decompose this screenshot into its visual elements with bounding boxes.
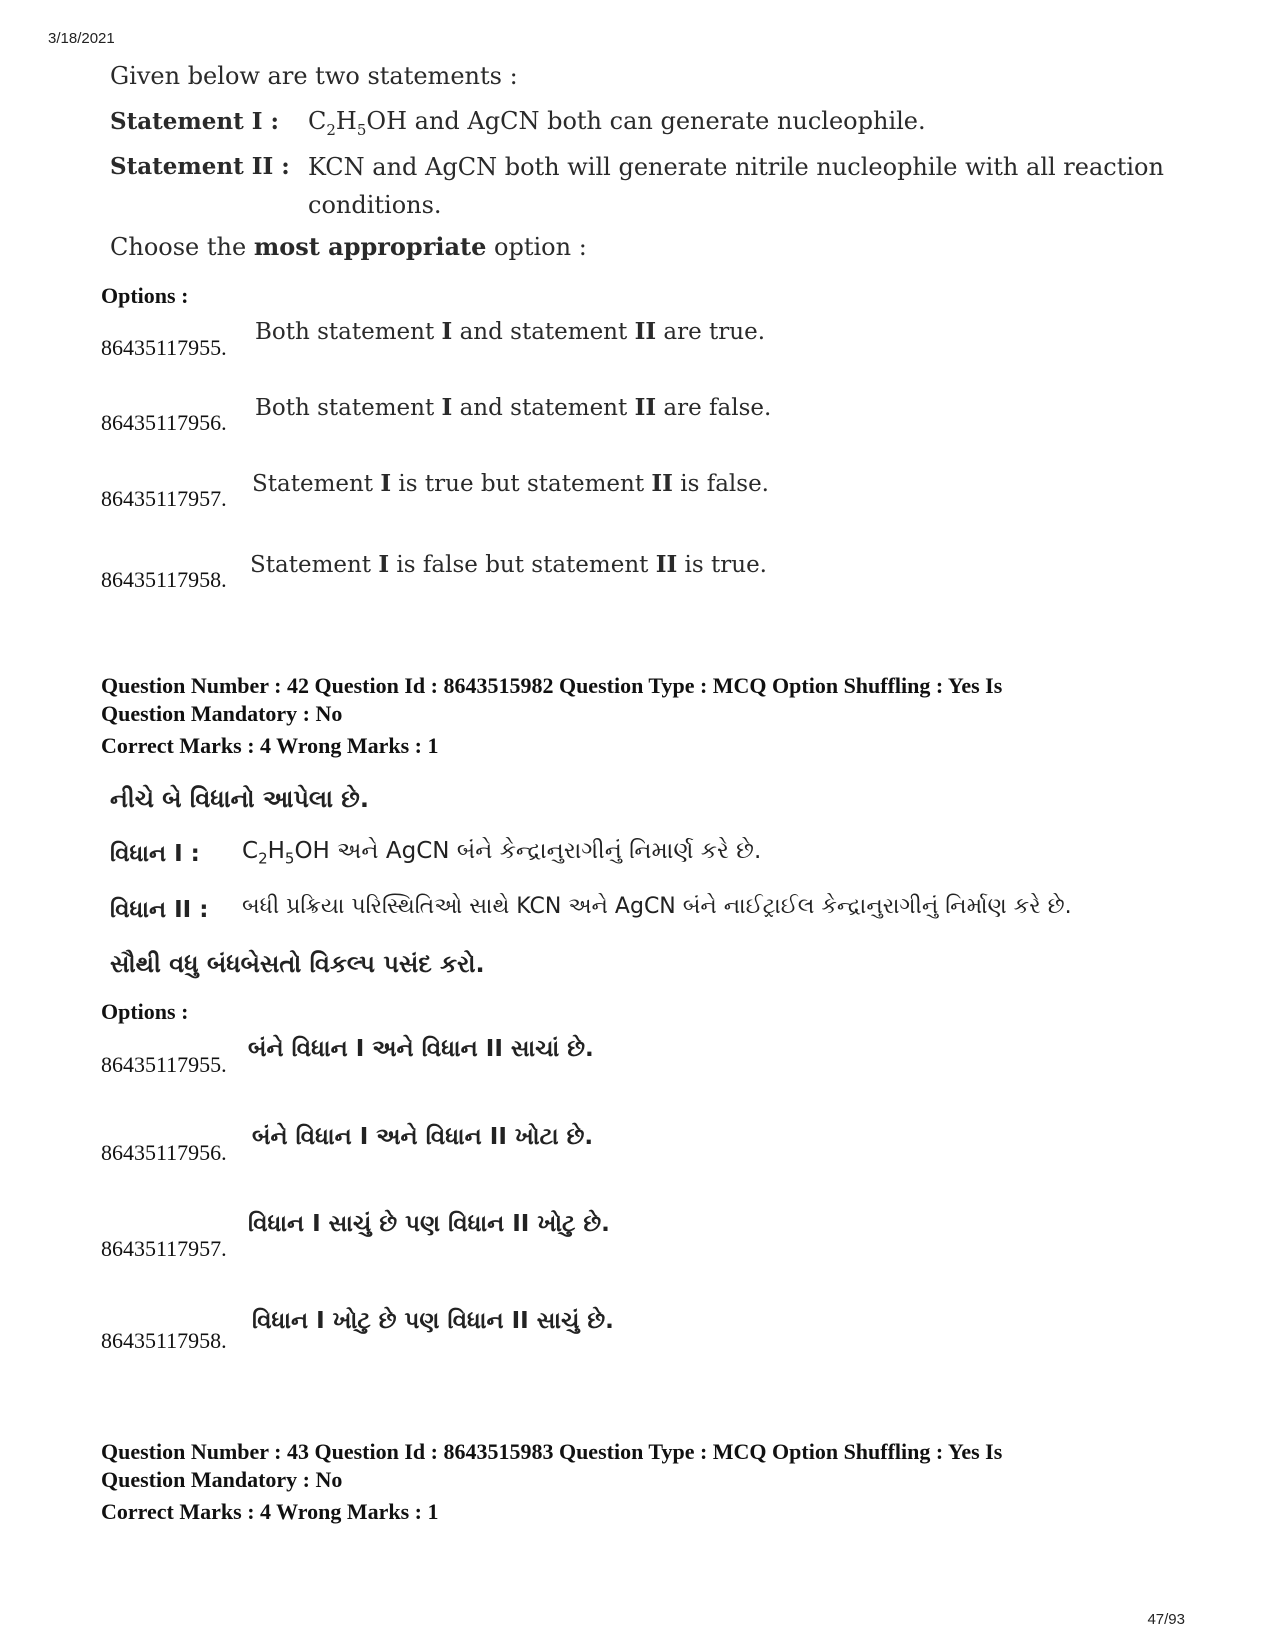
- q43-meta-line1: Question Number : 43 Question Id : 8643515983 Question Type : MCQ Option Shuffling : Yes Is: [101, 1439, 1003, 1464]
- q42-option-3-id: 86435117957.: [101, 1236, 227, 1261]
- q41-option-3-text: Statement I is true but statement II is false.: [252, 470, 769, 497]
- q41-option-1-id: 86435117955.: [101, 335, 227, 360]
- q42-option-1-id: 86435117955.: [101, 1052, 227, 1077]
- q42-statement2-label: વિધાન II :: [110, 897, 209, 923]
- q41-option-3-id: 86435117957.: [101, 486, 227, 511]
- q42-marks: Correct Marks : 4 Wrong Marks : 1: [101, 733, 439, 758]
- q42-choose-instruction: સૌથી વધુ બંધબેસતો વિકલ્પ પસંદ કરો.: [110, 950, 485, 978]
- q41-option-2-id: 86435117956.: [101, 410, 227, 435]
- q43-marks: Correct Marks : 4 Wrong Marks : 1: [101, 1499, 439, 1524]
- q42-option-4-text: વિધાન I ખોટુ છે પણ વિધાન II સાચું છે.: [252, 1308, 614, 1334]
- q41-statement2-line2: conditions.: [308, 191, 442, 219]
- q42-statement2-text: બધી પ્રક્રિયા પરિસ્થિતિઓ સાથે KCN અને AgCN બંને નાઈટ્રાઈલ કેન્દ્રાનુરાગીનું નિર્માણ કરે છે.: [242, 894, 1072, 919]
- q43-meta-line2: Question Mandatory : No: [101, 1467, 343, 1492]
- q42-option-2-text: બંને વિધાન I અને વિધાન II ખોટા છે.: [252, 1124, 594, 1150]
- q41-option-4-text: Statement I is false but statement II is true.: [250, 551, 767, 578]
- q42-option-1-text: બંને વિધાન I અને વિધાન II સાચાં છે.: [248, 1036, 594, 1062]
- q42-option-2-id: 86435117956.: [101, 1140, 227, 1165]
- q42-statement1-text: $C_2H_5OH$ અને AgCN બંને કેન્દ્રાનુરાગીનું નિમાર્ણ કરે છે.: [242, 838, 762, 868]
- q41-statement2-line1: KCN and AgCN both will generate nitrile nucleophile with all reaction: [308, 153, 1164, 181]
- q41-option-4-id: 86435117958.: [101, 567, 227, 592]
- q42-option-3-text: વિધાન I સાચું છે પણ વિધાન II ખોટુ છે.: [248, 1211, 610, 1237]
- q42-meta-line2: Question Mandatory : No: [101, 701, 343, 726]
- q41-options-label: Options :: [101, 283, 189, 308]
- q41-statement1-label: Statement I :: [110, 108, 279, 135]
- q41-option-2-text: Both statement I and statement II are false.: [255, 394, 772, 421]
- q41-choose-instruction: Choose the most appropriate option :: [110, 232, 587, 261]
- q42-meta-line1: Question Number : 42 Question Id : 8643515982 Question Type : MCQ Option Shuffling : Yes Is: [101, 673, 1003, 698]
- q42-statement1-label: વિધાન I :: [110, 841, 200, 867]
- q43-meta: [101, 1438, 1221, 1526]
- q41-statement2-label: Statement II :: [110, 153, 290, 180]
- q42-option-4-id: 86435117958.: [101, 1328, 227, 1353]
- q42-meta: [101, 672, 1221, 760]
- q42-intro: નીચે બે વિધાનો આપેલા છે.: [110, 785, 369, 813]
- print-date: 3/18/2021: [48, 30, 115, 47]
- q41-option-1-text: Both statement I and statement II are true.: [255, 318, 766, 345]
- page-number: 47/93: [1147, 1611, 1185, 1628]
- q41-statement1-text: $C_2H_5OH$ and AgCN both can generate nucleophile.: [308, 107, 926, 139]
- q41-intro: Given below are two statements :: [110, 62, 518, 90]
- q42-options-label: Options :: [101, 999, 189, 1024]
